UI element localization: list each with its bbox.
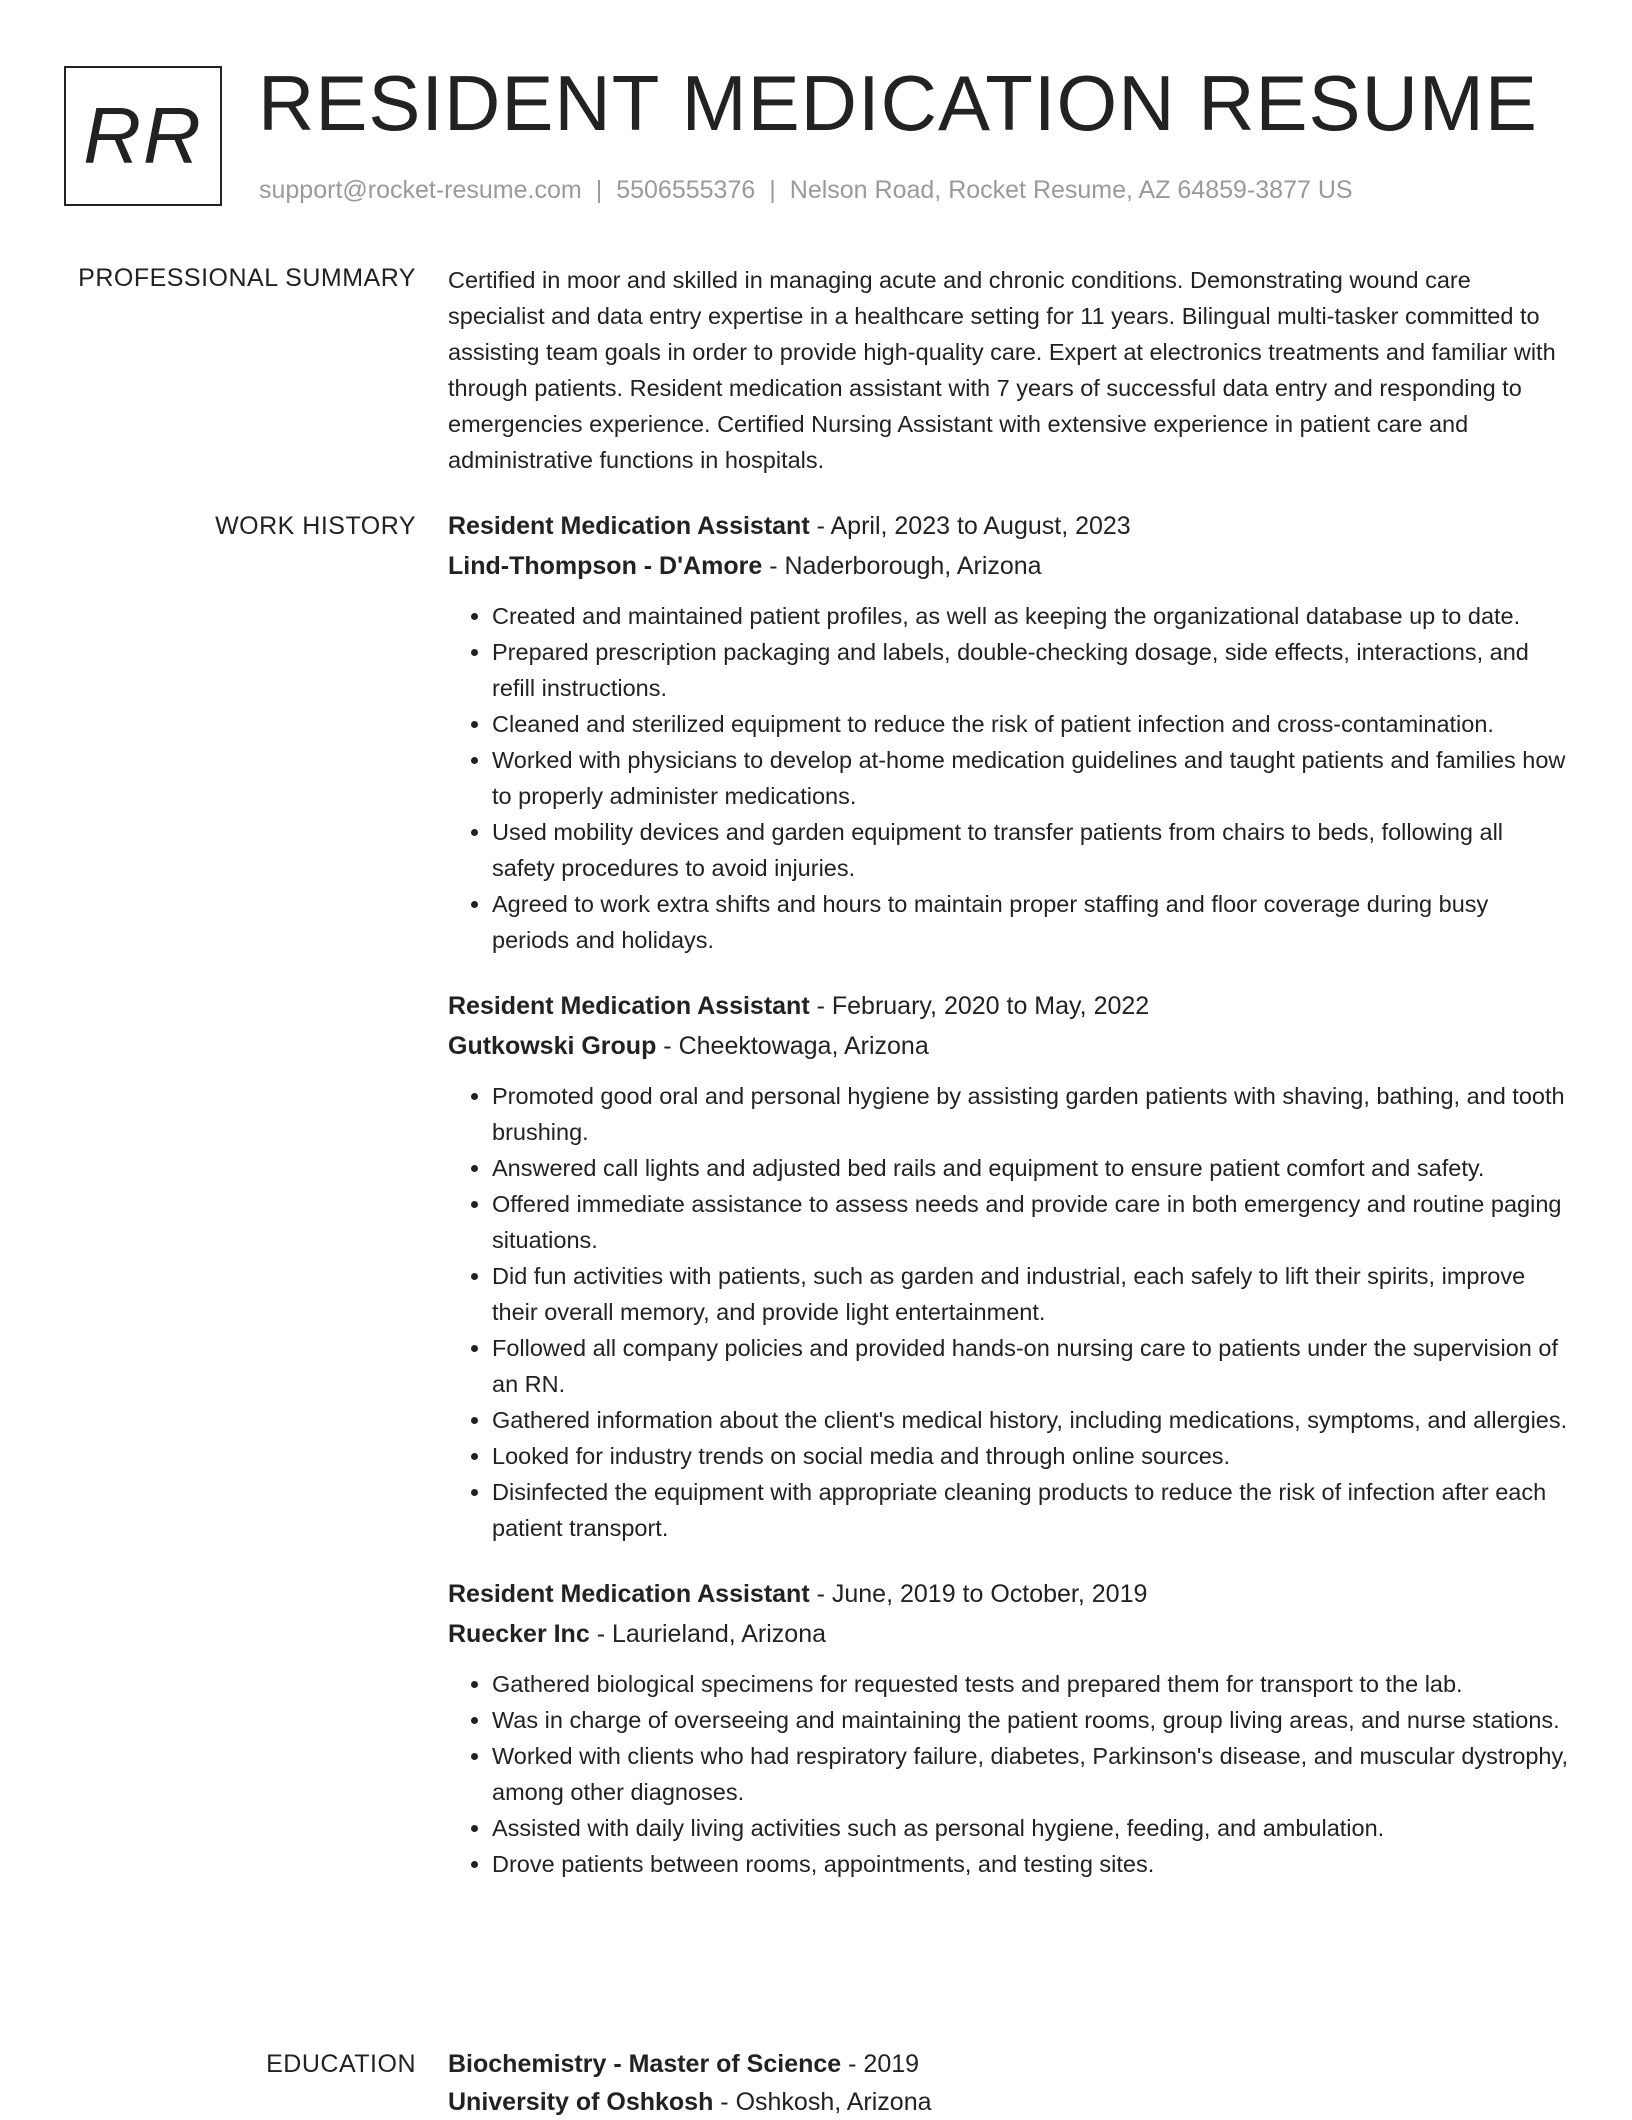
monogram-logo: RR	[64, 66, 222, 206]
job-bullet-list	[448, 598, 1568, 958]
degree-name: Biochemistry - Master of Science	[448, 2050, 842, 2078]
job-bullet: • Prepared prescription packaging and labels, double-checking dosage, side effects, interactions, and refill instructions.	[492, 634, 1568, 706]
job-bullet: • Promoted good oral and personal hygiene by assisting garden patients with shaving, bathing, and tooth brushing.	[492, 1078, 1568, 1150]
job-dates: - February, 2020 to May, 2022	[809, 992, 1150, 1020]
degree-line	[448, 2046, 1568, 2082]
employer-name: Gutkowski Group	[448, 1032, 657, 1060]
job-dates: - April, 2023 to August, 2023	[809, 512, 1131, 540]
job-title-line	[448, 988, 1568, 1024]
job-bullet: • Looked for industry trends on social media and through online sources.	[492, 1438, 1568, 1474]
employer-name: Ruecker Inc	[448, 1620, 590, 1648]
employer-name: Lind-Thompson - D'Amore	[448, 552, 763, 580]
contact-phone: 5506555376	[616, 176, 756, 204]
job-entry	[448, 508, 1568, 958]
job-bullet-list	[448, 1666, 1568, 1882]
job-title: Resident Medication Assistant	[448, 992, 810, 1020]
job-bullet-list	[448, 1078, 1568, 1546]
job-bullet: • Offered immediate assistance to assess needs and provide care in both emergency and routine paging situations.	[492, 1186, 1568, 1258]
job-bullet: • Followed all company policies and provided hands-on nursing care to patients under the supervision of an RN.	[492, 1330, 1568, 1402]
job-bullet: • Assisted with daily living activities such as personal hygiene, feeding, and ambulation.	[492, 1810, 1568, 1846]
job-title: Resident Medication Assistant	[448, 512, 810, 540]
job-bullet: • Did fun activities with patients, such as garden and industrial, each safely to lift their spirits, improve their overall memory, and provide light entertainment.	[492, 1258, 1568, 1330]
contact-separator: |	[769, 176, 776, 204]
job-bullet: • Was in charge of overseeing and maintaining the patient rooms, group living areas, and nurse stations.	[492, 1702, 1568, 1738]
job-bullet: • Used mobility devices and garden equipment to transfer patients from chairs to beds, following all safety procedures to avoid injuries.	[492, 814, 1568, 886]
summary-label: PROFESSIONAL SUMMARY	[78, 264, 416, 292]
job-bullet: • Drove patients between rooms, appointments, and testing sites.	[492, 1846, 1568, 1882]
summary-text: Certified in moor and skilled in managing acute and chronic conditions. Demonstrating wound care specialist and data entry expertise in a healthcare setting for 11 years. Bilingual multi-tasker committed to assisting team goals in order to provide high-quality care. Expert at electronics treatments and familiar with through patients. Resident medication assistant with 7 years of successful data entry and responding to emergencies experience. Certified Nursing Assistant with extensive experience in patient care and administrative functions in hospitals.	[448, 267, 1556, 473]
contact-address: Nelson Road, Rocket Resume, AZ 64859-3877 US	[789, 176, 1353, 204]
job-entry	[448, 988, 1568, 1546]
education-body	[448, 2046, 1568, 2120]
contact-email: support@rocket-resume.com	[259, 176, 582, 204]
resume-header	[64, 59, 1568, 214]
work-history-label: WORK HISTORY	[215, 512, 416, 540]
employer-line	[448, 548, 1568, 584]
job-bullet: • Worked with clients who had respiratory failure, diabetes, Parkinson's disease, and muscular dystrophy, among other diagnoses.	[492, 1738, 1568, 1810]
contact-separator: |	[595, 176, 603, 204]
job-dates: - June, 2019 to October, 2019	[809, 1580, 1148, 1608]
school-name: University of Oshkosh	[448, 2088, 714, 2116]
resume-title: RESIDENT MEDICATION RESUME	[258, 59, 1538, 147]
school-line	[448, 2084, 1568, 2120]
job-title-line	[448, 1576, 1568, 1612]
education-label: EDUCATION	[266, 2050, 416, 2078]
job-bullet: • Worked with physicians to develop at-home medication guidelines and taught patients and families how to properly administer medications.	[492, 742, 1568, 814]
contact-line	[259, 176, 1353, 205]
degree-year: - 2019	[841, 2050, 920, 2078]
job-bullet: • Gathered biological specimens for requested tests and prepared them for transport to the lab.	[492, 1666, 1568, 1702]
job-bullet: • Cleaned and sterilized equipment to reduce the risk of patient infection and cross-contamination.	[492, 706, 1568, 742]
employer-location: - Laurieland, Arizona	[589, 1620, 827, 1648]
job-title-line	[448, 508, 1568, 544]
job-bullet: • Created and maintained patient profiles, as well as keeping the organizational database up to date.	[492, 598, 1568, 634]
employer-location: - Cheektowaga, Arizona	[656, 1032, 929, 1060]
job-bullet: • Agreed to work extra shifts and hours to maintain proper staffing and floor coverage during busy periods and holidays.	[492, 886, 1568, 958]
employer-line	[448, 1028, 1568, 1064]
job-bullet: • Disinfected the equipment with appropriate cleaning products to reduce the risk of infection after each patient transport.	[492, 1474, 1568, 1546]
work-history-body	[448, 508, 1568, 1912]
job-bullet: • Answered call lights and adjusted bed rails and equipment to ensure patient comfort and safety.	[492, 1150, 1568, 1186]
summary-body	[448, 262, 1568, 478]
job-bullet: • Gathered information about the client's medical history, including medications, symptoms, and allergies.	[492, 1402, 1568, 1438]
employer-location: - Naderborough, Arizona	[762, 552, 1042, 580]
job-title: Resident Medication Assistant	[448, 1580, 810, 1608]
job-entry	[448, 1576, 1568, 1882]
employer-line	[448, 1616, 1568, 1652]
school-location: - Oshkosh, Arizona	[713, 2088, 932, 2116]
